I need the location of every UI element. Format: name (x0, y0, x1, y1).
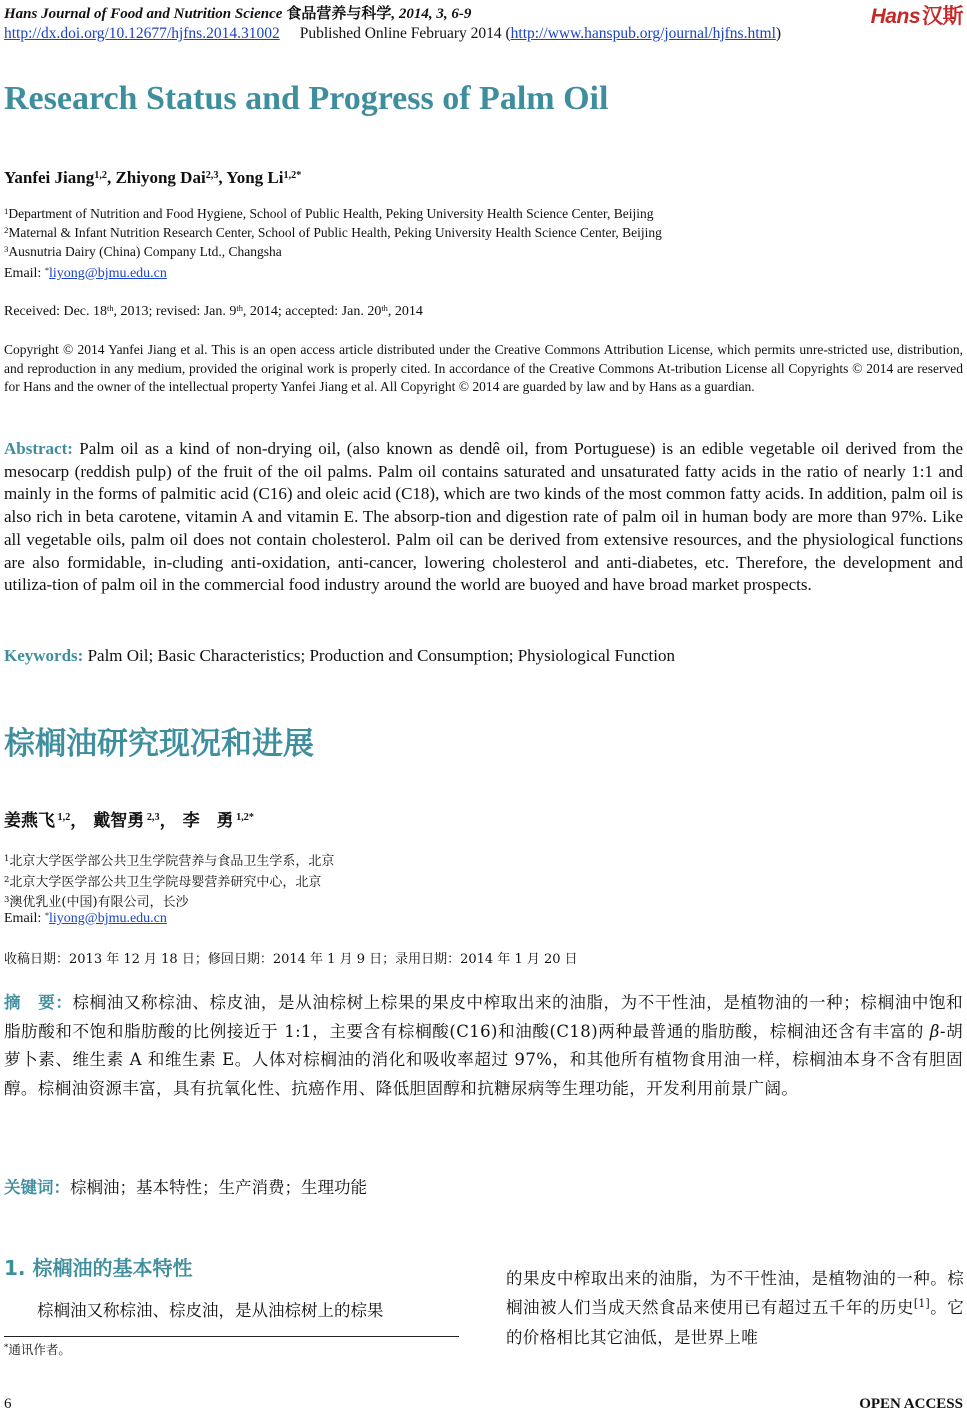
affiliation-text: 澳优乳业(中国)有限公司，长沙 (9, 895, 189, 910)
abstract-label: Abstract: (4, 439, 80, 458)
email-marker: * (44, 910, 50, 920)
hans-logo (871, 0, 963, 30)
section-heading: 1. 棕榈油的基本特性 (4, 1256, 193, 1280)
email-link[interactable]: liyong@bjmu.edu.cn (49, 266, 167, 281)
affiliation-number: 2 (4, 873, 10, 884)
abstract-label: 摘 要： (4, 993, 73, 1012)
affiliation-cn (4, 850, 334, 869)
page-number: 6 (4, 1396, 12, 1412)
abstract-text: -胡萝卜素、维生素 A 和维生素 E。人体对棕榈油的消化和吸收率超过 97%，和其他所有植物食用油一样，棕榈油本身不含有胆固醇。棕榈油资源丰富，具有抗氧化性、抗癌作用、降低胆固醇和抗糖尿病等生理功能，开发利用前景广阔。 (4, 1021, 963, 1098)
author-affiliation-marker: 1,2 (94, 169, 107, 181)
date-suffix: th (381, 303, 388, 313)
keywords-text: Palm Oil; Basic Characteristics; Production and Consumption; Physiological Function (87, 646, 675, 665)
email-line (4, 266, 167, 282)
affiliation (4, 225, 662, 241)
affiliation-number: 3 (4, 893, 10, 904)
keywords-label: 关键词： (4, 1178, 70, 1197)
email-label: Email: (4, 911, 45, 926)
affiliation-text: Department of Nutrition and Food Hygiene, School of Public Health, Peking University Health Science Center, Beijing (8, 206, 654, 221)
affiliation-number: 2 (4, 224, 9, 235)
keywords-label: Keywords: (4, 646, 88, 665)
author-name: 李 勇 (182, 811, 234, 831)
author-separator: , (106, 168, 116, 187)
email-link[interactable]: liyong@bjmu.edu.cn (49, 911, 167, 926)
author-name: Yong Li (226, 168, 284, 187)
abstract-text: 棕榈油又称棕油、棕皮油，是从油棕树上棕果的果皮中榨取出来的油脂，为不干性油，是植物油的一种；棕榈油中饱和脂肪酸和不饱和脂肪酸的比例接近于 1:1，主要含有棕榈酸(C16)和油酸(C18)两种最普通的脂肪酸，棕榈油还含有丰富的 (4, 993, 963, 1041)
author-list-cn (4, 806, 254, 831)
author-list (4, 168, 301, 188)
affiliation-text: Ausnutria Dairy (China) Company Ltd., Changsha (8, 244, 282, 259)
logo-text-cn: 汉斯 (922, 5, 963, 28)
author-separator: ， (159, 811, 177, 831)
affiliation-text: Maternal & Infant Nutrition Research Center, School of Public Health, Peking University Health Science Center, Beijing (8, 225, 662, 240)
published-suffix: ) (775, 25, 782, 42)
email-label: Email: (4, 266, 45, 281)
keywords-cn (4, 1174, 367, 1198)
abstract-text: Palm oil as a kind of non-drying oil, (also known as dendê oil, from Portuguese) is an edible vegetable oil derived from the mesocarp (reddish pulp) of the fruit of the oil palms. Palm oil contains saturated and unsaturated fatty acids in the ratio of nearly 1:1 and mainly in the forms of palmitic acid (C16) and oleic acid (C18), which are two kinds of the most common fatty acids. In addition, palm oil is also rich in beta carotene, vitamin A and vitamin E. The absorp-tion and digestion rate of palm oil in human body are more than 97%. Like all vegetable oils, palm oil does not contain cholesterol. Palm oil can be derived from extensive resources, and the physiological functions are also formidable, in-cluding anti-oxidation, anti-cancer, lowering cholesterol and anti-diabetes, etc. Therefore, the development and utiliza-tion of palm oil in the commercial food industry around the world are buoyed and have broad market prospects. (4, 439, 963, 595)
doi-link[interactable]: http://dx.doi.org/10.12677/hjfns.2014.31002 (4, 25, 280, 42)
date-suffix: th (236, 303, 243, 313)
footnote-marker: * (4, 1342, 9, 1353)
author-name: Yanfei Jiang (4, 168, 95, 187)
abstract (4, 438, 963, 597)
author-name: Zhiyong Dai (115, 168, 206, 187)
author-name: 姜燕飞 (4, 811, 55, 831)
author-affiliation-marker: 1,2 (55, 812, 71, 824)
publication-info (4, 25, 781, 43)
keywords (4, 646, 675, 666)
received-dates-cn: 收稿日期：2013 年 12 月 18 日；修回日期：2014 年 1 月 9 日；录用日期：2014 年 1 月 20 日 (4, 952, 578, 967)
author-affiliation-marker: 2,3 (205, 169, 219, 181)
footnote-divider (4, 1336, 459, 1337)
body-text-left: 棕榈油又称棕油、棕皮油，是从油棕树上的棕果 (37, 1301, 384, 1320)
body-text-right (506, 1264, 964, 1352)
affiliation-text: 北京大学医学部公共卫生学院母婴营养研究中心，北京 (9, 875, 322, 890)
affiliation-cn (4, 891, 189, 910)
affiliation (4, 244, 282, 260)
journal-name: Hans Journal of Food and Nutrition Science (4, 6, 283, 22)
author-name: 戴智勇 (93, 811, 145, 831)
affiliation-text: 北京大学医学部公共卫生学院营养与食品卫生学系，北京 (9, 854, 335, 869)
author-affiliation-marker: 2,3 (144, 812, 160, 824)
date-suffix: th (107, 303, 114, 313)
citation-ref[interactable]: [1] (913, 1296, 930, 1310)
affiliation-number: 1 (4, 852, 10, 863)
keywords-text: 棕榈油；基本特性；生产消费；生理功能 (70, 1178, 367, 1197)
author-separator: , (218, 168, 227, 187)
date-text: , 2013; revised: Jan. 9 (113, 304, 237, 319)
journal-url-link[interactable]: http://www.hanspub.org/journal/hjfns.html (510, 25, 776, 42)
body-text: 。它的价格相比其它油低，是世界上唯 (506, 1298, 964, 1347)
footnote (4, 1340, 71, 1358)
open-access-label: OPEN ACCESS (859, 1396, 963, 1412)
beta-symbol: β (929, 1021, 940, 1041)
paper-title-cn: 棕榈油研究现况和进展 (4, 726, 314, 762)
abstract-cn (4, 989, 963, 1103)
email-marker: * (44, 265, 50, 275)
received-dates (4, 304, 423, 320)
affiliation (4, 206, 653, 222)
journal-name-cn: 食品营养与科学 (286, 6, 392, 22)
journal-header (4, 2, 471, 23)
affiliation-number: 3 (4, 243, 9, 254)
date-text: , 2014 (387, 304, 423, 319)
affiliation-number: 1 (4, 205, 9, 216)
email-line-cn (4, 911, 167, 927)
footnote-text: 通讯作者。 (8, 1342, 71, 1357)
journal-volume: , 2014, 3, 6-9 (391, 6, 472, 22)
author-affiliation-marker: 1,2* (233, 812, 254, 824)
published-prefix: Published Online February 2014 ( (299, 25, 511, 42)
copyright-notice: Copyright © 2014 Yanfei Jiang et al. This is an open access article distributed under the Creative Commons Attribution License, which permits unre-stricted use, distribution, and reproduction in any medium, provided the original work is properly cited. In accordance of the Creative Commons At-tribution License all Copyrights © 2014 are reserved for Hans and the owner of the intellectual property Yanfei Jiang et al. All Copyright © 2014 are guarded by law and by Hans as a guardian. (4, 342, 963, 395)
logo-text: Hans (870, 5, 920, 28)
author-affiliation-marker: 1,2* (283, 169, 302, 181)
date-text: , 2014; accepted: Jan. 20 (242, 304, 382, 319)
affiliation-cn (4, 871, 321, 890)
author-separator: ， (70, 811, 88, 831)
body-text: 的果皮中榨取出来的油脂，为不干性油，是植物油的一种。棕榈油被人们当成天然食品来使用已有超过五千年的历史 (506, 1269, 964, 1318)
date-text: Received: Dec. 18 (4, 304, 108, 319)
paper-title: Research Status and Progress of Palm Oil (4, 80, 609, 117)
